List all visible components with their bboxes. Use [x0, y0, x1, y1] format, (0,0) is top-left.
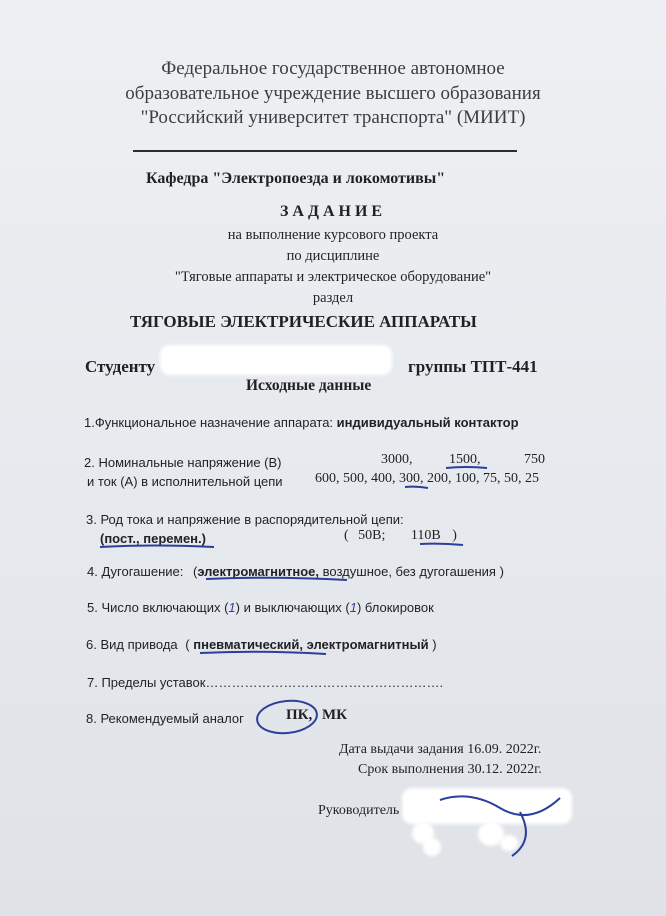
current-25: 25 [525, 471, 539, 486]
current-75: 75, [483, 471, 501, 486]
institution-line-1: Федеральное государственное автономное [161, 58, 505, 79]
current-600: 600, [315, 471, 340, 486]
group-label-text: группы [408, 357, 467, 376]
source-data-heading: Исходные данные [246, 377, 372, 394]
item-3-label: 3. Род тока и напряжение в распорядительной цепи: [86, 512, 404, 527]
assignment-line-2: по дисциплине [286, 248, 380, 264]
item-6-label: 6. Вид привода [86, 637, 178, 652]
item-8-option-mk: МК [322, 707, 348, 723]
discipline-title: "Тяговые аппараты и электрическое оборудование" [174, 269, 492, 285]
item-3-110v: 110В [410, 528, 441, 543]
supervisor-label: Руководитель [318, 803, 400, 818]
item-2-label: 2. Номинальные напряжение (В) [84, 455, 282, 470]
item-6-open: ( [185, 637, 190, 652]
pen-underline-110v [420, 544, 463, 545]
item-4-open: ( [192, 564, 198, 579]
group-number: ТПТ-441 [470, 357, 538, 376]
pen-underline-1500 [446, 467, 487, 468]
pen-signature-stroke [512, 812, 526, 856]
deadline-date: Срок выполнения 30.12. 2022г. [358, 762, 542, 777]
item-5-label-c: ) блокировок [356, 600, 434, 615]
section-label: раздел [312, 290, 354, 306]
voltage-1500: 1500, [449, 452, 481, 467]
pen-underline-drive [200, 652, 326, 654]
item-7-label: 7. Пределы уставок [87, 675, 206, 690]
student-label: Студенту [85, 357, 156, 376]
item-2-current-label: и ток (А) в исполнительной цепи [87, 474, 283, 489]
pen-underline-current-kind [100, 546, 214, 548]
item-4-label: 4. Дугогашение: [87, 564, 184, 579]
item-3-50v: 50В; [358, 528, 386, 543]
item-4-option-electromagnetic: электромагнитное, [197, 564, 320, 579]
department-title: Кафедра "Электропоезда и локомотивы" [146, 170, 446, 187]
pen-underline-arc-quenching [206, 578, 347, 580]
current-500: 500, [343, 471, 368, 486]
voltage-750: 750 [524, 452, 545, 467]
item-4-other-options: воздушное, без дугогашения [322, 564, 496, 579]
item-5-label-b: ) и выключающих ( [235, 600, 350, 615]
institution-line-2: образовательное учреждение высшего образования [125, 83, 541, 104]
item-7-dots: ………………………………………………. [205, 675, 444, 690]
item-8-option-pk: ПК, [286, 707, 313, 723]
item-5-label-a: 5. Число включающих ( [87, 600, 229, 615]
pen-signature-stroke [440, 796, 560, 815]
item-6-option-pneumatic: пневматический, [193, 637, 303, 652]
pen-underline-300 [405, 487, 428, 488]
assignment-line-1: на выполнение курсового проекта [227, 227, 439, 243]
item-3-close: ) [452, 528, 457, 543]
item-4-close: ) [499, 564, 504, 579]
voltage-3000: 3000, [381, 452, 413, 467]
current-200: 200, [427, 471, 452, 486]
institution-line-3: "Российский университет транспорта" (МИИТ) [140, 107, 526, 128]
current-300: 300, [399, 471, 424, 486]
current-400: 400, [371, 471, 396, 486]
item-1-label: 1.Функциональное назначение аппарата: [84, 415, 334, 430]
section-title: ТЯГОВЫЕ ЭЛЕКТРИЧЕСКИЕ АППАРАТЫ [130, 312, 477, 331]
pen-circle-pk [255, 698, 318, 736]
item-6-close: ) [432, 637, 437, 652]
item-3-open: ( [344, 528, 349, 543]
item-6-option-electromagnetic: электромагнитный [306, 637, 429, 652]
current-100: 100, [455, 471, 480, 486]
current-50: 50, [504, 471, 522, 486]
item-8-label: 8. Рекомендуемый аналог [86, 711, 244, 726]
item-5-closing-count: 1 [228, 600, 236, 615]
item-1-value: индивидуальный контактор [336, 415, 519, 430]
item-5-opening-count: 1 [349, 600, 357, 615]
item-3-kind: (пост., перемен.) [100, 531, 206, 546]
issue-date: Дата выдачи задания 16.09. 2022г. [339, 742, 542, 757]
assignment-title: ЗАДАНИЕ [279, 203, 387, 220]
